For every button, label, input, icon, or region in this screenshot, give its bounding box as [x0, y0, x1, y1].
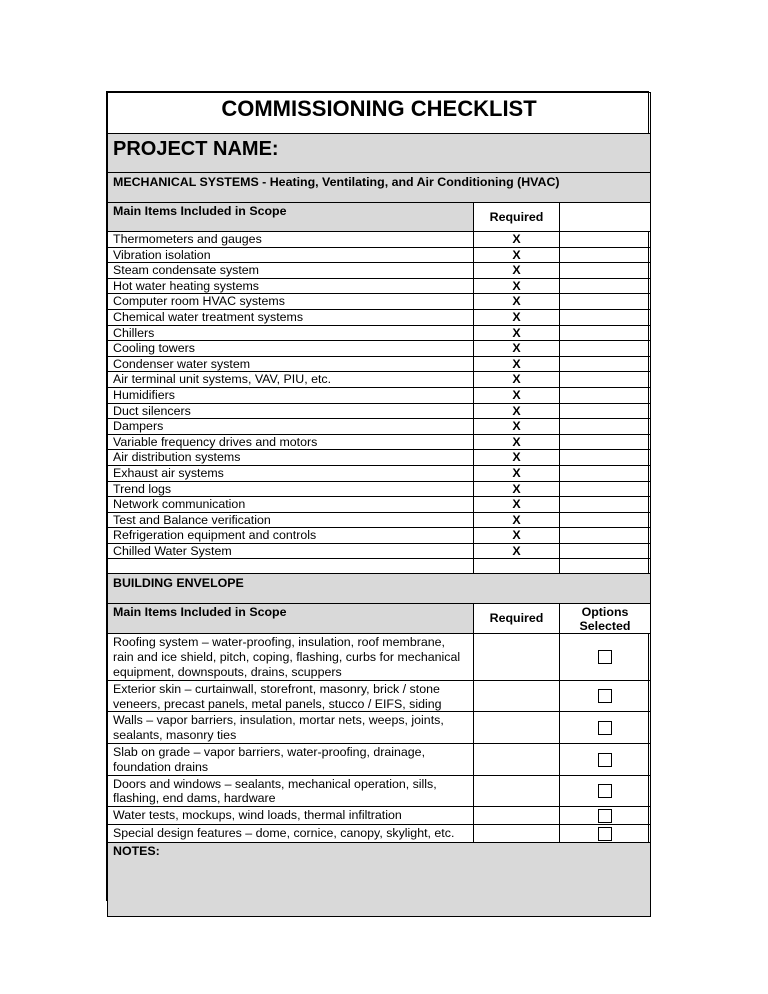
required-mark: X	[474, 341, 560, 357]
mechanical-item-row	[108, 294, 651, 310]
mechanical-item-row	[108, 543, 651, 559]
required-mark: X	[474, 325, 560, 341]
required-cell	[474, 807, 560, 825]
mechanical-item-row	[108, 372, 651, 388]
required-cell	[474, 634, 560, 680]
mechanical-item-row	[108, 465, 651, 481]
required-mark: X	[474, 481, 560, 497]
mechanical-item-name: Duct silencers	[108, 403, 474, 419]
mechanical-section-heading: MECHANICAL SYSTEMS - Heating, Ventilating, and Air Conditioning (HVAC)	[108, 173, 651, 203]
option-checkbox[interactable]	[598, 753, 612, 767]
mechanical-item-name: Condenser water system	[108, 356, 474, 372]
mechanical-item-name: Chilled Water System	[108, 543, 474, 559]
envelope-item-name: Roofing system – water-proofing, insulation, roof membrane, rain and ice shield, pitch, coping, flashing, curbs for mechanical equipment, downspouts, drains, scuppers	[108, 634, 474, 680]
options-cell	[560, 372, 651, 388]
options-cell	[560, 481, 651, 497]
mechanical-item-name: Test and Balance verification	[108, 512, 474, 528]
envelope-section-heading: BUILDING ENVELOPE	[108, 574, 651, 604]
required-mark: X	[474, 232, 560, 248]
mechanical-item-row	[108, 309, 651, 325]
required-cell	[474, 744, 560, 776]
title-row	[108, 93, 651, 134]
mechanical-item-name: Air distribution systems	[108, 450, 474, 466]
option-checkbox[interactable]	[598, 827, 612, 841]
mechanical-options-header	[560, 203, 651, 232]
options-selected-cell	[560, 634, 651, 680]
mechanical-item-name: Thermometers and gauges	[108, 232, 474, 248]
mechanical-item-name: Vibration isolation	[108, 247, 474, 263]
envelope-options-header: Options Selected	[560, 604, 651, 634]
required-mark: X	[474, 278, 560, 294]
mechanical-item-name: Cooling towers	[108, 341, 474, 357]
mechanical-item-row	[108, 247, 651, 263]
envelope-item-row	[108, 680, 651, 712]
envelope-section-row	[108, 574, 651, 604]
options-cell	[560, 356, 651, 372]
option-checkbox[interactable]	[598, 809, 612, 823]
options-cell	[560, 434, 651, 450]
project-row	[108, 134, 651, 173]
options-cell	[560, 341, 651, 357]
options-cell	[560, 497, 651, 513]
required-mark: X	[474, 434, 560, 450]
mechanical-item-name: Exhaust air systems	[108, 465, 474, 481]
mechanical-item-row	[108, 278, 651, 294]
options-selected-cell	[560, 744, 651, 776]
options-cell	[560, 247, 651, 263]
mechanical-item-name: Dampers	[108, 419, 474, 435]
notes-label: NOTES:	[108, 843, 651, 917]
mechanical-item-name: Hot water heating systems	[108, 278, 474, 294]
checklist-table	[107, 92, 651, 917]
options-cell	[560, 450, 651, 466]
mechanical-item-row	[108, 341, 651, 357]
required-mark: X	[474, 372, 560, 388]
mechanical-item-row	[108, 450, 651, 466]
options-selected-cell	[560, 825, 651, 843]
checklist-body	[108, 93, 651, 917]
required-mark: X	[474, 528, 560, 544]
options-selected-cell	[560, 680, 651, 712]
required-mark: X	[474, 309, 560, 325]
envelope-scope-header: Main Items Included in Scope	[108, 604, 474, 634]
mechanical-item-row	[108, 434, 651, 450]
mechanical-item-name: Computer room HVAC systems	[108, 294, 474, 310]
mechanical-item-row	[108, 263, 651, 279]
mechanical-required-header: Required	[474, 203, 560, 232]
required-mark: X	[474, 465, 560, 481]
mechanical-item-name: Chillers	[108, 325, 474, 341]
required-mark: X	[474, 403, 560, 419]
mechanical-item-row	[108, 512, 651, 528]
required-cell	[474, 680, 560, 712]
mechanical-item-name: Variable frequency drives and motors	[108, 434, 474, 450]
required-mark: X	[474, 263, 560, 279]
mechanical-item-row	[108, 403, 651, 419]
options-selected-cell	[560, 775, 651, 807]
options-cell	[560, 528, 651, 544]
envelope-item-name: Exterior skin – curtainwall, storefront, masonry, brick / stone veneers, precast panels, metal panels, stucco / EIFS, siding	[108, 680, 474, 712]
required-mark: X	[474, 247, 560, 263]
envelope-column-header	[108, 604, 651, 634]
options-cell	[560, 294, 651, 310]
mechanical-item-name: Humidifiers	[108, 387, 474, 403]
envelope-item-name: Walls – vapor barriers, insulation, mortar nets, weeps, joints, sealants, masonry ties	[108, 712, 474, 744]
mechanical-scope-header: Main Items Included in Scope	[108, 203, 474, 232]
option-checkbox[interactable]	[598, 784, 612, 798]
mechanical-item-row	[108, 356, 651, 372]
required-mark: X	[474, 419, 560, 435]
commissioning-checklist	[106, 91, 649, 901]
options-cell	[560, 263, 651, 279]
mechanical-item-name: Air terminal unit systems, VAV, PIU, etc.	[108, 372, 474, 388]
notes-row	[108, 843, 651, 917]
mechanical-item-name: Steam condensate system	[108, 263, 474, 279]
mechanical-item-name: Refrigeration equipment and controls	[108, 528, 474, 544]
mechanical-column-header	[108, 203, 651, 232]
required-cell	[474, 775, 560, 807]
options-cell	[560, 278, 651, 294]
options-cell	[560, 387, 651, 403]
envelope-item-row	[108, 712, 651, 744]
required-mark: X	[474, 512, 560, 528]
options-cell	[560, 465, 651, 481]
options-cell	[560, 419, 651, 435]
page-title: COMMISSIONING CHECKLIST	[108, 93, 651, 134]
required-cell	[474, 712, 560, 744]
required-mark: X	[474, 497, 560, 513]
envelope-item-row	[108, 825, 651, 843]
envelope-item-row	[108, 775, 651, 807]
options-cell	[560, 543, 651, 559]
envelope-item-row	[108, 634, 651, 680]
required-cell	[474, 825, 560, 843]
envelope-item-name: Special design features – dome, cornice, canopy, skylight, etc.	[108, 825, 474, 843]
required-mark: X	[474, 294, 560, 310]
required-mark: X	[474, 387, 560, 403]
mechanical-item-row	[108, 325, 651, 341]
mechanical-item-row	[108, 481, 651, 497]
mechanical-item-row	[108, 387, 651, 403]
mechanical-item-row	[108, 497, 651, 513]
mechanical-item-name: Trend logs	[108, 481, 474, 497]
envelope-item-name: Doors and windows – sealants, mechanical operation, sills, flashing, end dams, hardware	[108, 775, 474, 807]
mechanical-item-row	[108, 419, 651, 435]
required-mark: X	[474, 450, 560, 466]
envelope-item-name: Water tests, mockups, wind loads, thermal infiltration	[108, 807, 474, 825]
option-checkbox[interactable]	[598, 650, 612, 664]
mechanical-blank-row	[108, 559, 651, 574]
mechanical-section-row	[108, 173, 651, 203]
envelope-required-header: Required	[474, 604, 560, 634]
envelope-item-row	[108, 807, 651, 825]
options-cell	[560, 325, 651, 341]
mechanical-item-name: Network communication	[108, 497, 474, 513]
mechanical-item-row	[108, 232, 651, 248]
mechanical-item-row	[108, 528, 651, 544]
options-selected-cell	[560, 807, 651, 825]
option-checkbox[interactable]	[598, 721, 612, 735]
mechanical-item-name: Chemical water treatment systems	[108, 309, 474, 325]
envelope-item-row	[108, 744, 651, 776]
envelope-item-name: Slab on grade – vapor barriers, water-proofing, drainage, foundation drains	[108, 744, 474, 776]
project-name-label: PROJECT NAME:	[108, 134, 651, 173]
option-checkbox[interactable]	[598, 689, 612, 703]
options-cell	[560, 512, 651, 528]
required-mark: X	[474, 356, 560, 372]
required-mark: X	[474, 543, 560, 559]
options-cell	[560, 232, 651, 248]
options-cell	[560, 309, 651, 325]
options-selected-cell	[560, 712, 651, 744]
options-cell	[560, 403, 651, 419]
